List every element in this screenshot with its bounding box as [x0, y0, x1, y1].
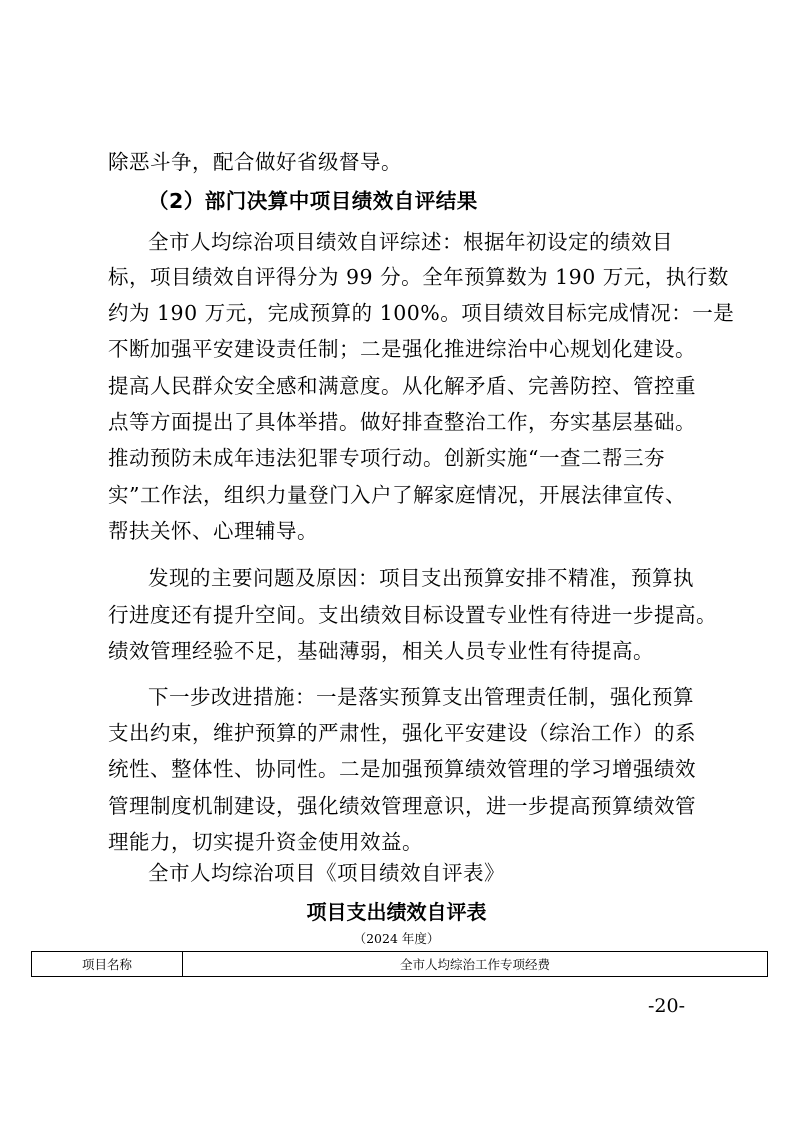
paragraph-line: 约为 190 万元，完成预算的 100%。项目绩效目标完成情况：一是: [108, 301, 735, 325]
paragraph-line: 实”工作法，组织力量登门入户了解家庭情况，开展法律宣传、: [108, 483, 686, 507]
paragraph-line: 推动预防未成年违法犯罪专项行动。创新实施“一查二帮三夯: [108, 446, 665, 470]
paragraph-line: 下一步改进措施：一是落实预算支出管理责任制，强化预算: [148, 685, 694, 709]
paragraph-line: 管理制度机制建设，强化绩效管理意识，进一步提高预算绩效管: [108, 794, 696, 818]
table-title: 项目支出绩效自评表: [306, 900, 487, 924]
paragraph-line: 支出约束，维护预算的严肃性，强化平安建设（综治工作）的系: [108, 721, 696, 745]
table-subtitle: （2024 年度）: [353, 931, 440, 946]
paragraph-line: 点等方面提出了具体举措。做好排查整治工作，夯实基层基础。: [108, 410, 696, 434]
paragraph-line: 发现的主要问题及原因：项目支出预算安排不精准，预算执: [148, 566, 694, 590]
paragraph-line: 全市人均综治项目《项目绩效自评表》: [148, 861, 505, 885]
section-heading: （2）部门决算中项目绩效自评结果: [148, 189, 478, 213]
paragraph-line: 不断加强平安建设责任制；二是强化推进综治中心规划化建设。: [108, 337, 696, 361]
paragraph-line: 全市人均综治项目绩效自评综述：根据年初设定的绩效目: [148, 230, 673, 254]
paragraph-line: 标，项目绩效自评得分为 99 分。全年预算数为 190 万元，执行数: [108, 265, 729, 289]
paragraph-line: 行进度还有提升空间。支出绩效目标设置专业性有待进一步提高。: [108, 603, 717, 627]
project-name-value: 全市人均综治工作专项经费: [183, 952, 768, 977]
project-name-label: 项目名称: [32, 952, 183, 977]
paragraph-line: 理能力，切实提升资金使用效益。: [108, 830, 423, 854]
page-number: -20-: [648, 995, 686, 1017]
paragraph-line: 除恶斗争，配合做好省级督导。: [108, 150, 402, 174]
paragraph-line: 提高人民群众安全感和满意度。从化解矛盾、完善防控、管控重: [108, 374, 696, 398]
paragraph-line: 帮扶关怀、心理辅导。: [108, 519, 318, 543]
paragraph-line: 统性、整体性、协同性。二是加强预算绩效管理的学习增强绩效: [108, 757, 696, 781]
table-row: [32, 952, 768, 977]
paragraph-line: 绩效管理经验不足，基础薄弱，相关人员专业性有待提高。: [108, 639, 654, 663]
evaluation-table: [31, 951, 768, 977]
